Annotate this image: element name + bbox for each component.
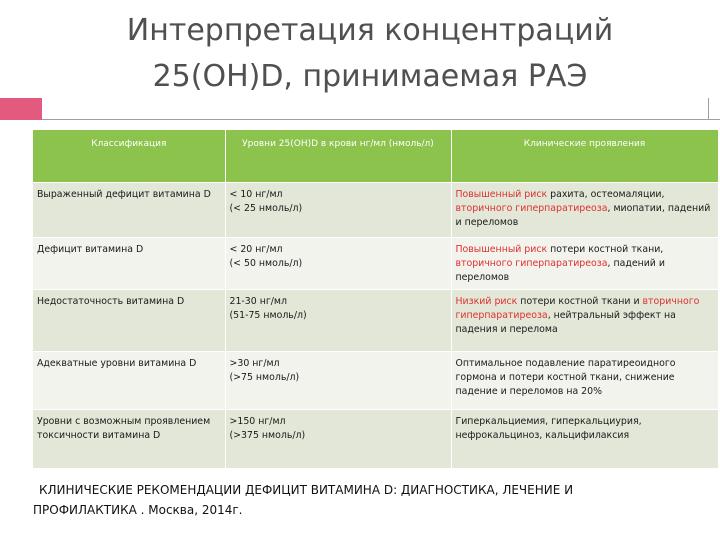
risk-highlight-secondary: вторичного гиперпаратиреоза bbox=[455, 258, 608, 269]
cell-clinical bbox=[451, 183, 718, 238]
clinical-text: потери костной ткани, bbox=[547, 244, 664, 255]
table-header-row bbox=[33, 130, 718, 183]
cell-clinical: Оптимальное подавление паратиреоидного гормона и потери костной ткани, снижение падение и переломов на 20% bbox=[451, 352, 718, 410]
table-row bbox=[33, 238, 718, 290]
reference-line-1: КЛИНИЧЕСКИЕ РЕКОМЕНДАЦИИ ДЕФИЦИТ ВИТАМИНА D: ДИАГНОСТИКА, ЛЕЧЕНИЕ И bbox=[39, 483, 574, 497]
header-clinical: Клинические проявления bbox=[451, 130, 718, 183]
cell-classification: Выраженный дефицит витамина D bbox=[33, 183, 225, 238]
slide-title-line-1: Интерпретация концентраций bbox=[126, 13, 614, 48]
clinical-text: рахита, остеомаляции, bbox=[547, 189, 665, 200]
cell-classification: Адекватные уровни витамина D bbox=[33, 352, 225, 410]
risk-highlight: Повышенный риск bbox=[455, 189, 548, 200]
table-row bbox=[33, 410, 718, 469]
cell-level bbox=[225, 183, 451, 238]
risk-highlight-secondary: вторичного гиперпаратиреоза bbox=[455, 203, 608, 214]
table-row bbox=[33, 352, 718, 410]
level-nmol: (51-75 нмоль/л) bbox=[229, 310, 307, 321]
level-ng: 21-30 нг/мл bbox=[229, 296, 287, 307]
clinical-text-secondary: , нейтральный эффект на падения и перелома bbox=[455, 310, 676, 335]
table-row bbox=[33, 183, 718, 238]
clinical-text: потери костной ткани и bbox=[517, 296, 643, 307]
table-row bbox=[33, 290, 718, 352]
cell-classification: Недостаточность витамина D bbox=[33, 290, 225, 352]
cell-level bbox=[225, 410, 451, 469]
cell-clinical bbox=[451, 290, 718, 352]
cell-level bbox=[225, 290, 451, 352]
slide-title-line-2: 25(OH)D, принимаемая РАЭ bbox=[152, 59, 588, 94]
risk-highlight: Повышенный риск bbox=[455, 244, 548, 255]
risk-highlight-secondary: вторичного гиперпаратиреоза bbox=[455, 296, 700, 321]
divider-line bbox=[42, 119, 720, 120]
risk-highlight: Низкий риск bbox=[455, 296, 518, 307]
accent-bar bbox=[0, 98, 42, 120]
level-ng: < 10 нг/мл bbox=[229, 189, 283, 200]
cell-level bbox=[225, 238, 451, 290]
divider-tick bbox=[708, 98, 709, 120]
level-ng: >150 нг/мл bbox=[229, 416, 286, 427]
reference-line-2: ПРОФИЛАКТИКА . Москва, 2014г. bbox=[33, 503, 243, 517]
cell-classification: Дефицит витамина D bbox=[33, 238, 225, 290]
header-classification: Классификация bbox=[33, 130, 225, 183]
cell-classification: Уровни с возможным проявлением токсичности витамина D bbox=[33, 410, 225, 469]
cell-level bbox=[225, 352, 451, 410]
cell-clinical bbox=[451, 238, 718, 290]
level-nmol: (>75 нмоль/л) bbox=[229, 372, 300, 383]
level-ng: < 20 нг/мл bbox=[229, 244, 283, 255]
level-nmol: (< 25 нмоль/л) bbox=[229, 203, 303, 214]
level-ng: >30 нг/мл bbox=[229, 358, 280, 369]
clinical-text-secondary: , миопатии, падений и переломов bbox=[455, 203, 711, 228]
level-nmol: (< 50 нмоль/л) bbox=[229, 258, 303, 269]
slide-title bbox=[60, 8, 680, 100]
header-levels: Уровни 25(OH)D в крови нг/мл (нмоль/л) bbox=[225, 130, 451, 183]
level-nmol: (>375 нмоль/л) bbox=[229, 430, 306, 441]
cell-clinical: Гиперкальциемия, гиперкальциурия, нефрокальциноз, кальцифилаксия bbox=[451, 410, 718, 469]
reference-note bbox=[33, 480, 693, 520]
vitamin-d-table bbox=[33, 130, 719, 468]
clinical-text-secondary: , падений и переломов bbox=[455, 258, 665, 283]
